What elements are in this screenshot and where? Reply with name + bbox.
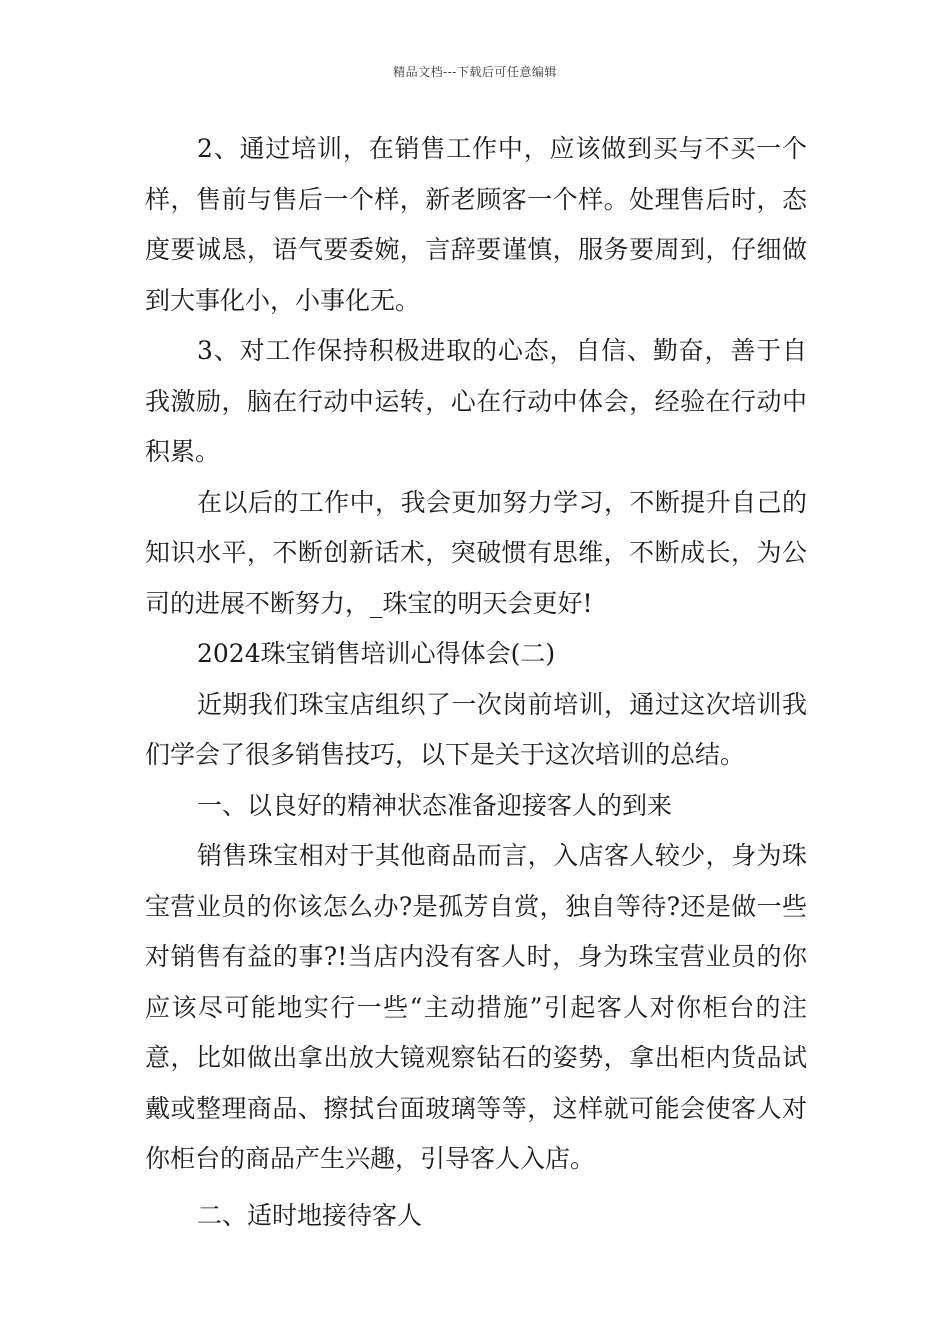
page-header: 精品文档---下载后可任意编辑 [393,65,557,79]
subheading-two: 二、适时地接待客人 [197,1200,423,1230]
document-body [145,124,807,1241]
subheading-one: 一、以良好的精神状态准备迎接客人的到来 [197,790,673,820]
paragraph-intro-part-two: 近期我们珠宝店组织了一次岗前培训，通过这次培训我们学会了很多销售技巧，以下是关于这次培训的总结。 [145,689,807,769]
paragraph-future-work: 在以后的工作中，我会更加努力学习，不断提升自己的知识水平，不断创新话术，突破惯有思维，不断成长，为公司的进展不断努力，_珠宝的明天会更好! [145,487,807,618]
paragraph-training-point-3: 3、对工作保持积极进取的心态，自信、勤奋，善于自我激励，脑在行动中运转，心在行动中体会，经验在行动中积累。 [145,336,807,466]
paragraph-greeting-readiness: 销售珠宝相对于其他商品而言，入店客人较少，身为珠宝营业员的你该怎么办?是孤芳自赏，独自等待?还是做一些对销售有益的事?!当店内没有客人时，身为珠宝营业员的你应该尽可能地实行一些“主动措施”引起客人对你柜台的注意，比如做出拿出放大镜观察钻石的姿势，拿出柜内货品试戴或整理商品、擦拭台面玻璃等等，这样就可能会使客人对你柜台的商品产生兴趣，引导客人入店。 [145,841,807,1173]
paragraph-training-point-2: 2、通过培训，在销售工作中，应该做到买与不买一个样，售前与售后一个样，新老顾客一个样。处理售后时，态度要诚恳，语气要委婉，言辞要谨慎，服务要周到，仔细做到大事化小，小事化无。 [145,134,807,315]
section-title-part-two: 2024珠宝销售培训心得体会(二) [197,639,556,668]
